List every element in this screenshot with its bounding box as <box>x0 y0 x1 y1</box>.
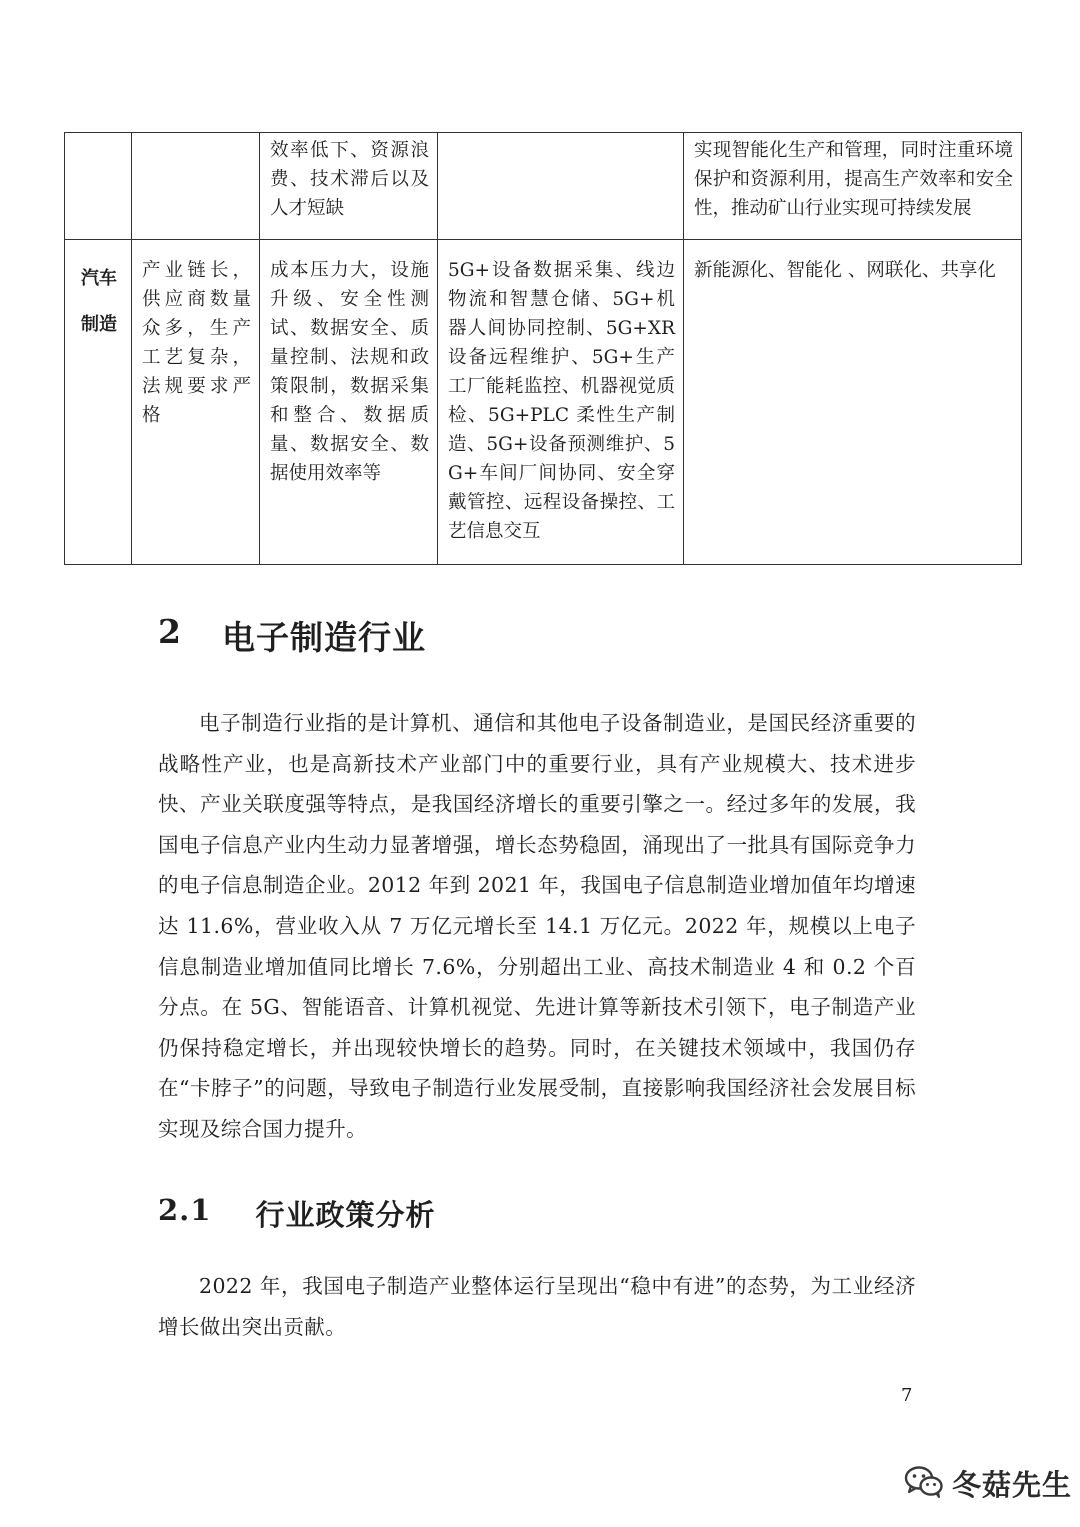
subsection-paragraph: 2022 年，我国电子制造产业整体运行呈现出“稳中有进”的态势，为工业经济增长做出突出贡献。 <box>158 1274 916 1339</box>
section-paragraph: 电子制造行业指的是计算机、通信和其他电子设备制造业，是国民经济重要的战略性产业，也是高新技术产业部门中的重要行业，具有产业规模大、技术进步快、产业关联度强等特点，是我国经济增长的重要引擎之一。经过多年的发展，我国电子信息产业内生动力显著增强，增长态势稳固，涌现出了一批具有国际竞争力的电子信息制造企业。2012 年到 2021 年，我国电子信息制造业增加值年均增速达 11.6%，营业收入从 7 万亿元增长至 14.1 万亿元。2022 年，规模以上电子信息制造业增加值同比增长 7.6%，分别超出工业、高技术制造业 4 和 0.2 个百分点。在 5G、智能语音、计算机视觉、先进计算等新技术引领下，电子制造产业仍保持稳定增长，并出现较快增长的趋势。同时，在关键技术领域中，我国仍存在“卡脖子”的问题，导致电子制造行业发展受制，直接影响我国经济社会发展目标实现及综合国力提升。 <box>158 711 916 1141</box>
table-cell-pain-points: 效率低下、资源浪费、技术滞后以及人才短缺 <box>260 133 438 240</box>
table-cell-characteristics <box>132 133 260 240</box>
table-cell-applications: 5G+设备数据采集、线边物流和智慧仓储、5G+机器人间协同控制、5G+XR 设备远程维护、5G+生产工厂能耗监控、机器视觉质检、5G+PLC 柔性生产制造、5G+设备预测维护、5G+车间厂间协同、安全穿戴管控、远程设备操控、工艺信息交互 <box>438 240 684 565</box>
section-number: 2 <box>158 612 182 651</box>
page-number: 7 <box>901 1385 913 1406</box>
table-cell-trend: 新能源化、智能化 、网联化、共享化 <box>684 240 1022 565</box>
table-cell-trend: 实现智能化生产和管理，同时注重环境保护和资源利用，提高生产效率和安全性，推动矿山行业实现可持续发展 <box>684 133 1022 240</box>
subsection-number: 2.1 <box>158 1193 212 1227</box>
table-cell-characteristics: 产业链长，供应商数量众多，生产工艺复杂，法规要求严格 <box>132 240 260 565</box>
table-cell-applications <box>438 133 684 240</box>
industry-table <box>64 132 1022 565</box>
table-cell-pain-points: 成本压力大，设施升级、安全性测试、数据安全、质量控制、法规和政策限制，数据采集和整合、数据质量、数据安全、数据使用效率等 <box>260 240 438 565</box>
table-row <box>65 240 1022 565</box>
watermark <box>904 1463 1072 1504</box>
wechat-icon <box>904 1465 944 1503</box>
section-heading <box>158 612 426 659</box>
section-title: 电子制造行业 <box>221 618 426 657</box>
table-row <box>65 133 1022 240</box>
watermark-text: 冬菇先生 <box>952 1468 1073 1502</box>
table-cell-category: 汽车制造 <box>65 240 132 565</box>
table-cell-category <box>65 133 132 240</box>
subsection-heading <box>158 1193 435 1234</box>
subsection-title: 行业政策分析 <box>255 1198 436 1232</box>
